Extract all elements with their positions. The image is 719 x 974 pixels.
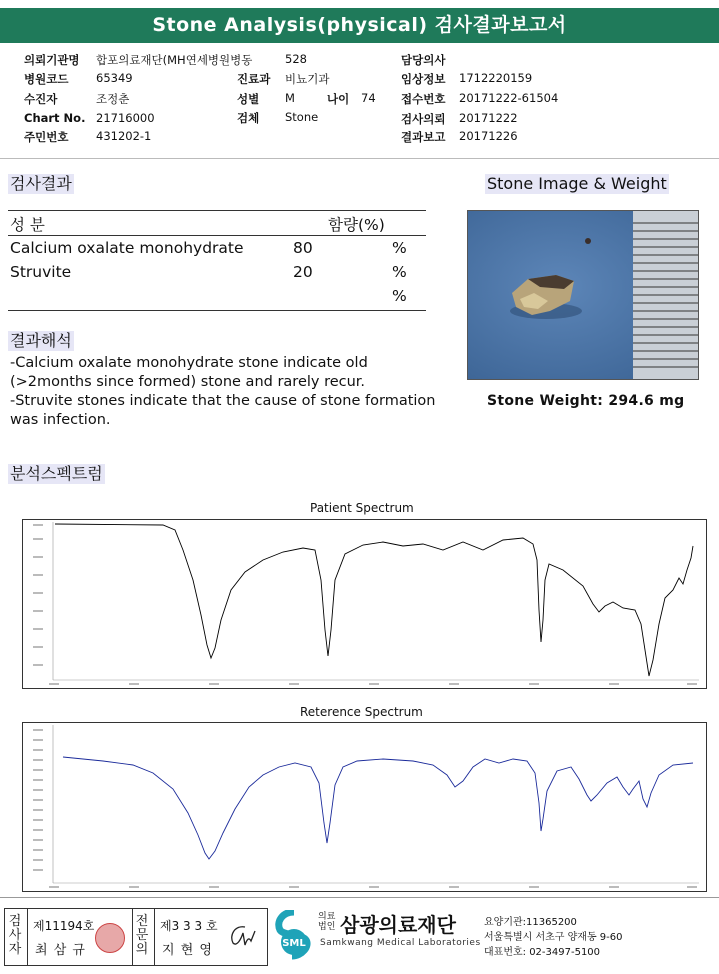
patient-label: 수진자 bbox=[24, 92, 58, 106]
org-english: Samkwang Medical Laboratories bbox=[320, 938, 481, 948]
patient-spectrum-plot bbox=[22, 519, 707, 689]
institution-value: 합포의료재단(MH연세병원병동 bbox=[96, 53, 253, 67]
sml-logo-icon bbox=[272, 910, 316, 962]
request-value: 20171222 bbox=[459, 111, 518, 125]
dept-value: 비뇨기과 bbox=[285, 72, 330, 86]
stone-section-title: Stone Image & Weight bbox=[487, 174, 667, 193]
ward-value: 528 bbox=[285, 52, 307, 66]
interpretation-line-1: -Calcium oxalate monohydrate stone indicate old (>2months since formed) stone and rarely recur. bbox=[10, 355, 368, 390]
table-header-line bbox=[8, 235, 426, 236]
row-unit: % bbox=[392, 263, 407, 281]
spectrum-section-title: 분석스펙트럼 bbox=[10, 464, 103, 483]
reference-spectrum-title: Reterence Spectrum bbox=[300, 705, 423, 719]
organization-block bbox=[272, 906, 712, 966]
dept-label: 진료과 bbox=[237, 72, 271, 86]
chart-value: 21716000 bbox=[96, 111, 155, 125]
org-name: 삼광의료재단 bbox=[340, 913, 456, 937]
id-value: 431202-1 bbox=[96, 129, 152, 143]
table-top-line bbox=[8, 210, 426, 211]
stone-photo bbox=[467, 210, 699, 380]
id-label: 주민번호 bbox=[24, 130, 69, 144]
report-value: 20171226 bbox=[459, 129, 518, 143]
row-unit: % bbox=[392, 287, 407, 305]
clinical-value: 1712220159 bbox=[459, 71, 533, 85]
report-label: 결과보고 bbox=[401, 130, 446, 144]
org-address: 서울특별시 서초구 양재동 9-60 bbox=[484, 932, 623, 943]
table-bottom-line bbox=[8, 310, 426, 311]
reception-label: 접수번호 bbox=[401, 92, 446, 106]
sex-label: 성별 bbox=[237, 92, 260, 106]
age-label: 나이 bbox=[327, 92, 350, 106]
results-section-title: 검사결과 bbox=[10, 174, 72, 193]
patient-spectrum-title: Patient Spectrum bbox=[310, 501, 414, 515]
footer-divider bbox=[0, 897, 719, 898]
hospital-code-value: 65349 bbox=[96, 71, 133, 85]
examiner-label: 검사자 bbox=[8, 914, 22, 957]
reference-spectrum-plot bbox=[22, 722, 707, 892]
interpretation-section-title: 결과해석 bbox=[10, 331, 72, 350]
patient-value: 조정춘 bbox=[96, 92, 130, 106]
examiner-seal-icon bbox=[95, 923, 125, 953]
signature-box bbox=[4, 908, 268, 966]
footer bbox=[0, 906, 719, 966]
specimen-value: Stone bbox=[285, 110, 319, 124]
interpretation-line-2: -Struvite stones indicate that the cause of stone formation was infection. bbox=[10, 393, 436, 428]
reception-value: 20171222-61504 bbox=[459, 91, 559, 105]
report-title: Stone Analysis(physical) 검사결과보고서 bbox=[0, 8, 719, 43]
confirm-license: 제3 3 3 호 bbox=[160, 919, 218, 933]
row-name: Struvite bbox=[10, 263, 72, 281]
institution-label: 의뢰기관명 bbox=[24, 53, 80, 67]
header-divider bbox=[0, 158, 719, 159]
doctor-label: 담당의사 bbox=[401, 53, 446, 67]
chart-label: Chart No. bbox=[24, 111, 86, 125]
interpretation-text bbox=[10, 354, 450, 430]
request-label: 검사의뢰 bbox=[401, 112, 446, 126]
sex-value: M bbox=[285, 91, 295, 105]
examiner-license: 제11194호 bbox=[33, 919, 95, 933]
row-value: 20 bbox=[293, 263, 313, 281]
row-value: 80 bbox=[293, 239, 313, 257]
org-prefix-2: 법인 bbox=[318, 922, 336, 932]
col-component: 성 분 bbox=[10, 216, 45, 234]
age-value: 74 bbox=[361, 91, 376, 105]
confirm-name: 지 현 영 bbox=[162, 943, 213, 958]
clinical-label: 임상정보 bbox=[401, 72, 446, 86]
confirm-label: 전문의 bbox=[135, 914, 149, 957]
org-code: 요양기관:11365200 bbox=[484, 917, 577, 928]
examiner-name: 최 삼 규 bbox=[35, 943, 86, 958]
signature-icon bbox=[225, 921, 261, 953]
stone-weight: Stone Weight: 294.6 mg bbox=[487, 393, 685, 409]
org-prefix-1: 의료 bbox=[318, 912, 336, 922]
svg-text:SML: SML bbox=[282, 938, 306, 949]
col-content: 함량(%) bbox=[328, 216, 385, 234]
specimen-label: 검체 bbox=[237, 111, 260, 125]
org-phone: 대표번호: 02-3497-5100 bbox=[484, 947, 601, 958]
row-name: Calcium oxalate monohydrate bbox=[10, 239, 244, 257]
row-unit: % bbox=[392, 239, 407, 257]
hospital-code-label: 병원코드 bbox=[24, 72, 69, 86]
